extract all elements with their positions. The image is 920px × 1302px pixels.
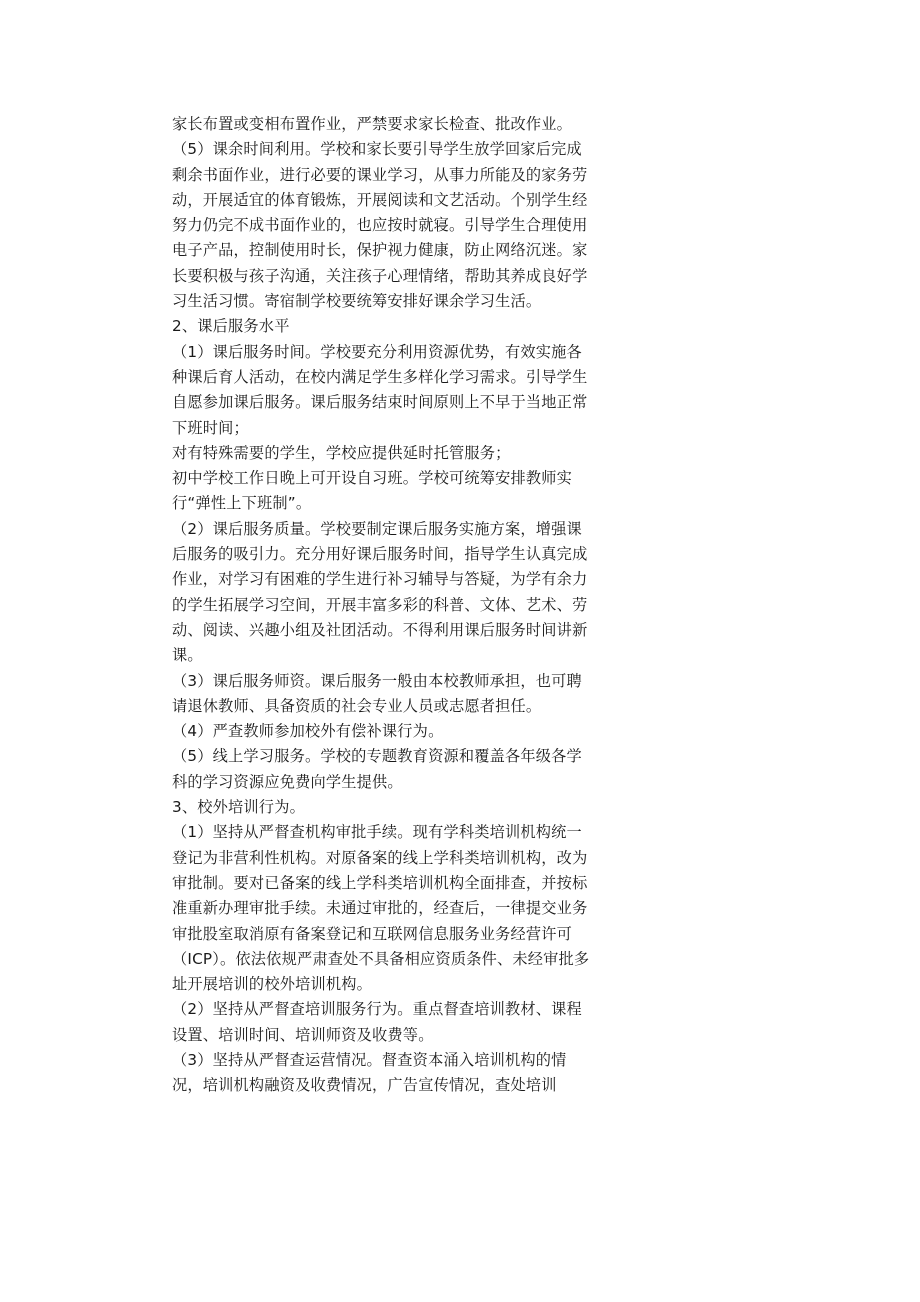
section-heading-off-campus-training: 3、校外培训行为。: [172, 798, 305, 817]
paragraph-training-service-conduct: （2）坚持从严督查培训服务行为。重点督查培训教材、课程设置、培训时间、培训师资及收费等。: [172, 1000, 582, 1044]
paragraph-service-quality: （2）课后服务质量。学校要制定课后服务实施方案，增强课后服务的吸引力。充分用好课后服务时间，指导学生认真完成作业，对学习有困难的学生进行补习辅导与答疑，为学有余力的学生拓展学习空间，开展丰富多彩的科普、文体、艺术、劳动、阅读、兴趣小组及社团活动。不得利用课后服务时间讲新课。: [172, 519, 588, 665]
paragraph-approval-procedures: （1）坚持从严督查机构审批手续。现有学科类培训机构统一登记为非营利性机构。对原备案的线上学科类培训机构，改为审批制。要对已备案的线上学科类培训机构全面排查，并按标准重新办理审批手续。未通过审批的，经查后，一律提交业务审批股室取消原有备案登记和互联网信息服务业务经营许可（ICP）。依法依规严肃查处不具备相应资质条件、未经审批多址开展培训的校外培训机构。: [172, 823, 590, 994]
paragraph-operations-check: （3）坚持从严督查运营情况。督查资本涌入培训机构的情况，培训机构融资及收费情况，广告宣传情况，查处培训: [172, 1050, 567, 1095]
paragraph-evening-study: 初中学校工作日晚上可开设自习班。学校可统筹安排教师实行“弹性上下班制”。: [172, 469, 573, 513]
paragraph-after-school-time: （5）课余时间利用。学校和家长要引导学生放学回家后完成剩余书面作业，进行必要的课业学习，从事力所能及的家务劳动，开展适宜的体育锻炼，开展阅读和文艺活动。个别学生经努力仍完不成书面作业的，也应按时就寝。引导学生合理使用电子产品，控制使用时长，保护视力健康，防止网络沉迷。家长要积极与孩子沟通，关注孩子心理情绪，帮助其养成良好学习生活习惯。寄宿制学校要统筹安排好课余学习生活。: [172, 140, 588, 311]
paragraph-extended-care: 对有特殊需要的学生，学校应提供延时托管服务；: [172, 443, 511, 462]
paragraph-paid-tutoring-check: （4）严查教师参加校外有偿补课行为。: [172, 722, 444, 741]
paragraph-online-learning: （5）线上学习服务。学校的专题教育资源和覆盖各年级各学科的学习资源应免费向学生提供。: [172, 747, 582, 791]
paragraph-service-time: （1）课后服务时间。学校要充分利用资源优势，有效实施各种课后育人活动，在校内满足学生多样化学习需求。引导学生自愿参加课后服务。课后服务结束时间原则上不早于当地正常下班时间；: [172, 342, 588, 437]
paragraph-service-staff: （3）课后服务师资。课后服务一般由本校教师承担，也可聘请退休教师、具备资质的社会专业人员或志愿者担任。: [172, 671, 582, 715]
paragraph-homework-assignment: 家长布置或变相布置作业，严禁要求家长检查、批改作业。: [172, 115, 573, 133]
document-body: [172, 112, 592, 1099]
section-heading-after-school-service: 2、课后服务水平: [172, 317, 290, 336]
